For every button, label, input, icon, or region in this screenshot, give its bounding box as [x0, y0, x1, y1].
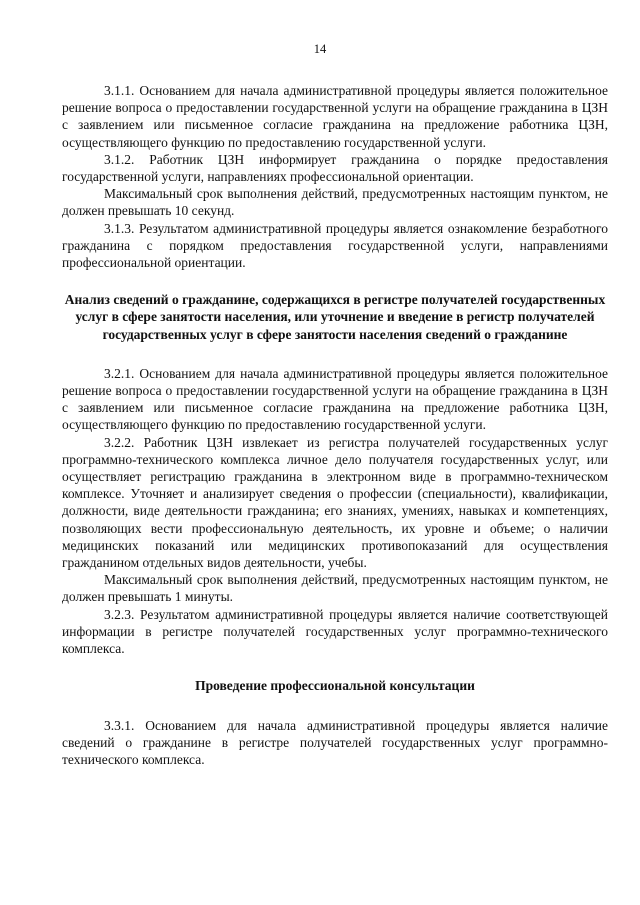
paragraph-3-1-3: 3.1.3. Результатом административной процедуры является ознакомление безработного гражданина с порядком предоставления государственной услуги, направлениями профессиональной ориентации. [62, 220, 608, 271]
section-heading-analysis: Анализ сведений о гражданине, содержащихся в регистре получателей государственных услуг в сфере занятости населения, или уточнение и введение в регистр получателей государственных услуг в сфере занятости населения сведений о гражданине [64, 292, 606, 342]
document-body [62, 82, 608, 768]
paragraph-3-1-2: 3.1.2. Работник ЦЗН информирует гражданина о порядке предоставления государственной услуги, направлениях профессиональной ориентации. [62, 151, 608, 185]
paragraph-3-3-1: 3.3.1. Основанием для начала административной процедуры является наличие сведений о гражданине в регистре получателей государственных услуг программно-технического комплекса. [62, 717, 608, 767]
paragraph-3-2-2: 3.2.2. Работник ЦЗН извлекает из регистра получателей государственных услуг программно-технического комплекса личное дело получателя государственных услуг, или осуществляет регистрацию гражданина в электронном виде в программно-техническом комплексе. Уточняет и анализирует сведения о профессии (специальности), квалификации, должности, виде деятельности гражданина; его знаниях, умениях, навыках и компетенциях, позволяющих вести профессиональную деятельность, их уровне и объеме; о наличии медицинских показаний или медицинских противопоказаний для осуществления гражданином отдельных видов деятельности, учебы. [62, 434, 608, 571]
section-heading-consultation: Проведение профессиональной консультации [195, 678, 475, 694]
paragraph-3-2-1: 3.2.1. Основанием для начала административной процедуры является положительное решение вопроса о предоставлении государственной услуги на обращение гражданина в ЦЗН с заявлением или письменное согласие гражданина на предложение работника ЦЗН, осуществляющего функцию по предоставлению государственной услуги. [62, 365, 608, 433]
paragraph-max-time-2: Максимальный срок выполнения действий, предусмотренных настоящим пунктом, не должен превышать 1 минуты. [62, 572, 608, 605]
page-number: 14 [313, 42, 327, 56]
paragraph-3-2-3: 3.2.3. Результатом административной процедуры является наличие соответствующей информации в регистре получателей государственных услуг программно-технического комплекса. [62, 606, 608, 657]
paragraph-3-1-1: 3.1.1. Основанием для начала административной процедуры является положительное решение вопроса о предоставлении государственной услуги на обращение гражданина в ЦЗН с заявлением или письменное согласие гражданина на предложение работника ЦЗН, осуществляющего функцию по предоставлению государственной услуги. [62, 83, 608, 150]
paragraph-max-time-1: Максимальный срок выполнения действий, предусмотренных настоящим пунктом, не должен превышать 10 секунд. [62, 186, 608, 219]
